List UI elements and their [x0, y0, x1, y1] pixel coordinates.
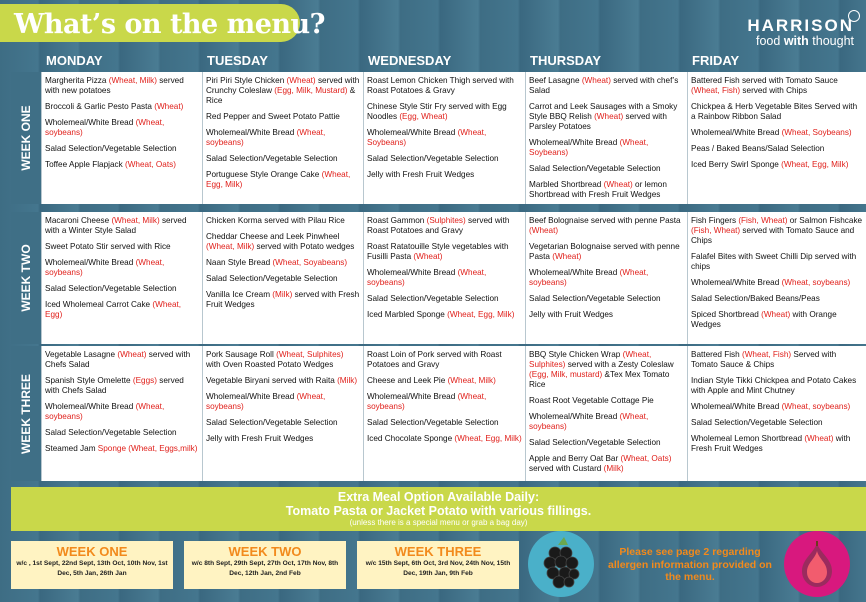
dish-text: Vanilla Ice Cream: [206, 290, 273, 299]
title-banner: [0, 4, 325, 42]
menu-item: [691, 278, 863, 288]
dish-text: Carrot and Leek Sausages with a Smoky Style BBQ Relish: [529, 102, 678, 121]
dish-text: Salad Selection/Vegetable Selection: [691, 418, 823, 427]
dish-text: Battered Fish: [691, 350, 742, 359]
dish-text: served with Tomato Sauce and Chips: [691, 226, 855, 245]
menu-item: [206, 128, 360, 148]
allergen-text: (Wheat, Sulphites): [276, 350, 344, 359]
dish-text: Vegetable Lasagne: [45, 350, 118, 359]
dish-text: or lemon Shortbread with Fresh Fruit Wedges: [529, 180, 667, 199]
menu-item: [45, 402, 199, 422]
dish-text: Vegetarian Bolognaise served with penne Pasta: [529, 242, 680, 261]
allergen-text: (Wheat): [154, 102, 184, 111]
dish-text: Salad Selection/Vegetable Selection: [45, 144, 177, 153]
blackberry-icon: [528, 531, 594, 597]
menu-item: [206, 76, 360, 106]
dish-text: Wholemeal/White Bread: [45, 402, 136, 411]
menu-item: [529, 102, 684, 132]
menu-item: [206, 216, 360, 226]
dish-text: Apple and Berry Oat Bar: [529, 454, 621, 463]
dish-text: Served with Tomato Sauce & Chips: [691, 350, 837, 369]
menu-item: [45, 258, 199, 278]
allergen-text: (Wheat, soybeans): [529, 412, 649, 431]
day-header-thursday: THURSDAY: [530, 53, 602, 68]
dish-text: Wholemeal Lemon Shortbread: [691, 434, 805, 443]
dish-text: Toffee Apple Flapjack: [45, 160, 125, 169]
dish-text: Battered Fish served with Tomato Sauce: [691, 76, 838, 85]
menu-item: [529, 310, 684, 320]
menu-item: [529, 164, 684, 174]
menu-item: [367, 350, 522, 370]
dish-text: Peas / Baked Beans/Salad Selection: [691, 144, 825, 153]
allergen-text: (Sulphites): [426, 216, 466, 225]
menu-item: [367, 376, 522, 386]
menu-item: [367, 170, 522, 180]
menu-item: [691, 216, 863, 246]
allergen-text: (Wheat, Fish): [741, 350, 792, 359]
dish-text: served with chef’s Salad: [529, 76, 679, 95]
dish-text: Roast Loin of Pork served with Roast Potatoes and Gravy: [367, 350, 502, 369]
menu-item: [691, 144, 863, 154]
dish-text: Salad Selection/Vegetable Selection: [367, 294, 499, 303]
extra-meal-line3: (unless there is a special menu or grab a bag day): [349, 518, 528, 527]
day-header-wednesday: WEDNESDAY: [368, 53, 452, 68]
dish-text: Roast Root Vegetable Cottage Pie: [529, 396, 654, 405]
menu-item: [529, 412, 684, 432]
menu-item: [45, 76, 199, 96]
dish-text: Wholemeal/White Bread: [45, 258, 136, 267]
dish-text: served with Parsley Potatoes: [529, 112, 667, 131]
dish-text: served with Chefs Salad: [45, 376, 184, 395]
menu-cell-wednesday: [363, 212, 525, 344]
logo-tag-part: thought: [808, 34, 854, 48]
menu-cell-thursday: [525, 212, 687, 344]
allergen-text: (Wheat, Egg, Milk): [781, 160, 849, 169]
menu-item: [367, 310, 522, 320]
menu-item: [45, 118, 199, 138]
week-two-dates: [184, 541, 346, 589]
dish-text: Roast Lemon Chicken Thigh served with Roast Potatoes & Gravy: [367, 76, 514, 95]
menu-item: [45, 284, 199, 294]
dish-text: Portuguese Style Orange Cake: [206, 170, 322, 179]
week-dates-title: WEEK ONE: [56, 544, 128, 559]
dish-text: served with a Winter Style Salad: [45, 216, 187, 235]
allergen-text: (Wheat, soybeans): [367, 268, 487, 287]
dish-text: Wholemeal/White Bread: [691, 278, 782, 287]
dish-text: served with new potatoes: [45, 76, 184, 95]
dish-text: Broccoli & Garlic Pesto Pasta: [45, 102, 155, 111]
allergen-text: (Egg, Milk, Mustard): [274, 86, 348, 95]
dish-text: Wholemeal/White Bread: [529, 412, 620, 421]
dish-text: &Tex Mex Tomato Rice: [529, 370, 670, 389]
allergen-text: (Wheat, Soybeans): [529, 138, 649, 157]
harrison-logo: [747, 18, 854, 48]
week-label-text: WEEK ONE: [19, 105, 33, 171]
dish-text: Wholemeal/White Bread: [367, 128, 458, 137]
allergen-text: (Wheat): [594, 112, 624, 121]
dish-text: Iced Berry Swirl Sponge: [691, 160, 782, 169]
allergen-text: (Egg, Milk, mustard): [529, 370, 603, 379]
menu-item: [367, 154, 522, 164]
allergen-text: Sponge (Wheat, Eggs,milk): [97, 444, 198, 453]
fig-icon: [784, 531, 850, 597]
menu-item: [529, 438, 684, 448]
dish-text: Pork Sausage Roll: [206, 350, 277, 359]
allergen-text: (Wheat, soybeans): [529, 268, 649, 287]
menu-item: [367, 102, 522, 122]
dish-text: Roast Gammon: [367, 216, 427, 225]
allergen-text: (Wheat, soybeans): [45, 402, 165, 421]
allergen-text: (Wheat, Milk): [108, 76, 157, 85]
menu-item: [691, 418, 863, 428]
menu-item: [206, 350, 360, 370]
allergen-text: (Wheat, Egg): [45, 300, 182, 319]
menu-item: [367, 216, 522, 236]
allergen-text: (Wheat): [286, 76, 316, 85]
dish-text: served with Roast Potatoes and Gravy: [367, 216, 510, 235]
menu-item: [691, 128, 863, 138]
allergen-text: (Wheat, soybeans): [781, 402, 851, 411]
dish-text: Wholemeal/White Bread: [691, 128, 782, 137]
menu-cell-thursday: [525, 346, 687, 481]
dish-text: Salad Selection/Baked Beans/Peas: [691, 294, 820, 303]
menu-item: [529, 454, 684, 474]
menu-cell-monday: [41, 212, 202, 344]
dish-text: Indian Style Tikki Chickpea and Potato Cakes with Apple and Mint Chutney: [691, 376, 857, 395]
menu-item: [691, 350, 863, 370]
week-dates-list: w/c 8th Sept, 29th Sept, 27th Oct, 17th Nov, 8th Dec, 12th Jan, 2nd Feb: [191, 560, 339, 577]
logo-name: HARRISON: [747, 16, 854, 35]
dish-text: Salad Selection/Vegetable Selection: [529, 164, 661, 173]
allergen-text: (Wheat): [552, 252, 582, 261]
menu-item: [206, 258, 360, 268]
dish-text: Wholemeal/White Bread: [206, 392, 297, 401]
menu-item: [691, 252, 863, 272]
logo-tag-part: food: [756, 34, 784, 48]
dish-text: Naan Style Bread: [206, 258, 273, 267]
allergen-text: (Milk): [272, 290, 293, 299]
menu-cell-tuesday: [202, 72, 363, 204]
allergen-text: (Wheat): [529, 226, 559, 235]
dish-text: Chicken Korma served with Pilau Rice: [206, 216, 345, 225]
week-dates-title: WEEK TWO: [228, 544, 302, 559]
dish-text: Jelly with Fresh Fruit Wedges: [367, 170, 475, 179]
dish-text: Salad Selection/Vegetable Selection: [367, 418, 499, 427]
menu-item: [206, 170, 360, 190]
week-label: [11, 212, 41, 344]
allergen-text: (Egg, Wheat): [399, 112, 448, 121]
logo-tagline: [747, 34, 854, 48]
day-header-tuesday: TUESDAY: [207, 53, 268, 68]
allergen-text: (Wheat, soybeans): [45, 258, 165, 277]
dish-text: Margherita Pizza: [45, 76, 109, 85]
menu-item: [529, 350, 684, 390]
dish-text: served with Chefs Salad: [45, 350, 191, 369]
menu-item: [367, 242, 522, 262]
dish-text: or Salmon Fishcake: [787, 216, 863, 225]
dish-text: Wholemeal/White Bread: [367, 392, 458, 401]
menu-item: [367, 434, 522, 444]
menu-item: [529, 138, 684, 158]
extra-meal-banner: [11, 487, 866, 531]
allergen-text: (Wheat, soybeans): [45, 118, 165, 137]
menu-item: [206, 418, 360, 428]
week-dates-list: w/c , 1st Sept, 22nd Sept, 13th Oct, 10th Nov, 1st Dec, 5th Jan, 26th Jan: [16, 560, 168, 577]
menu-item: [691, 294, 863, 304]
dish-text: Wholemeal/White Bread: [206, 128, 297, 137]
menu-item: [206, 290, 360, 310]
allergen-text: (Wheat, Sulphites): [529, 350, 652, 369]
dish-text: served with Fresh Fruit Wedges: [206, 290, 360, 309]
menu-item: [691, 310, 863, 330]
menu-cell-tuesday: [202, 212, 363, 344]
dish-text: Cheddar Cheese and Leek Pinwheel: [206, 232, 340, 241]
allergen-text: (Wheat): [581, 76, 611, 85]
allergen-text: (Wheat, Milk): [111, 216, 160, 225]
menu-item: [529, 396, 684, 406]
week-label-text: WEEK THREE: [19, 373, 33, 454]
menu-cell-tuesday: [202, 346, 363, 481]
allergen-text: (Wheat, soybeans): [367, 392, 487, 411]
dish-text: Chickpea & Herb Vegetable Bites Served with a Rainbow Ribbon Salad: [691, 102, 858, 121]
allergen-text: (Eggs): [132, 376, 157, 385]
dish-text: Wholemeal/White Bread: [691, 402, 782, 411]
menu-item: [367, 392, 522, 412]
menu-item: [45, 376, 199, 396]
dish-text: Falafel Bites with Sweet Chilli Dip served with chips: [691, 252, 857, 271]
menu-item: [691, 102, 863, 122]
dish-text: Beef Bolognaise served with penne Pasta: [529, 216, 681, 225]
week-label-text: WEEK TWO: [19, 244, 33, 312]
dish-text: Wholemeal/White Bread: [45, 118, 136, 127]
dish-text: Roast Ratatouille Style vegetables with Fusilli Pasta: [367, 242, 509, 261]
dish-text: with Fresh Fruit Wedges: [691, 434, 851, 453]
menu-item: [45, 102, 199, 112]
menu-item: [529, 294, 684, 304]
allergen-text: (Milk): [337, 376, 358, 385]
menu-item: [45, 242, 199, 252]
menu-item: [691, 434, 863, 454]
menu-item: [45, 350, 199, 370]
week-dates-list: w/c 15th Sept, 6th Oct, 3rd Nov, 24th Nov, 15th Dec, 19th Jan, 9th Feb: [365, 560, 511, 577]
dish-text: BBQ Style Chicken Wrap: [529, 350, 623, 359]
dish-text: Piri Piri Style Chicken: [206, 76, 287, 85]
week-one-row: [11, 72, 866, 204]
logo-mark-icon: [848, 10, 860, 22]
dish-text: Steamed Jam: [45, 444, 98, 453]
dish-text: Salad Selection/Vegetable Selection: [45, 284, 177, 293]
menu-item: [529, 76, 684, 96]
menu-cell-friday: [687, 346, 866, 481]
allergen-text: (Wheat, Egg, Milk): [206, 170, 351, 189]
dish-text: Salad Selection/Vegetable Selection: [206, 418, 338, 427]
dish-text: Chinese Style Stir Fry served with Egg Noodles: [367, 102, 507, 121]
week-label: [11, 72, 41, 204]
allergen-text: (Wheat, Milk): [447, 376, 496, 385]
allergen-text: (Wheat, Soybeans): [781, 128, 852, 137]
dish-text: Wholemeal/White Bread: [529, 138, 620, 147]
allergen-text: (Wheat, Egg, Milk): [454, 434, 522, 443]
day-headers: [40, 53, 866, 71]
menu-cell-monday: [41, 346, 202, 481]
dish-text: with Oven Roasted Potato Wedges: [206, 360, 334, 369]
week-label: [11, 346, 41, 481]
extra-meal-line2: Tomato Pasta or Jacket Potato with various fillings.: [285, 504, 592, 518]
allergen-text: (Wheat): [413, 252, 443, 261]
allergen-text: (Wheat, Milk): [206, 242, 255, 251]
menu-item: [529, 180, 684, 200]
dish-text: Red Pepper and Sweet Potato Pattie: [206, 112, 340, 121]
dish-text: Sweet Potato Stir served with Rice: [45, 242, 171, 251]
menu-cell-monday: [41, 72, 202, 204]
menu-cell-wednesday: [363, 72, 525, 204]
menu-item: [206, 154, 360, 164]
dish-text: Cheese and Leek Pie: [367, 376, 448, 385]
dish-text: & Rice: [206, 86, 356, 105]
allergen-text: (Wheat, Oats): [620, 454, 672, 463]
day-header-friday: FRIDAY: [692, 53, 740, 68]
allergen-text: (Wheat, soybeans): [206, 128, 326, 147]
dish-text: Jelly with Fresh Fruit Wedges: [206, 434, 314, 443]
menu-cell-friday: [687, 212, 866, 344]
menu-item: [691, 160, 863, 170]
dish-text: Iced Marbled Sponge: [367, 310, 448, 319]
allergen-text: (Wheat, Soybeans): [367, 128, 487, 147]
menu-item: [45, 144, 199, 154]
allergen-text: (Milk): [603, 464, 624, 473]
allergen-text: (Wheat, soybeans): [781, 278, 851, 287]
allergen-text: (Wheat): [117, 350, 147, 359]
allergen-text: (Fish, Wheat): [691, 226, 741, 235]
dish-text: Salad Selection/Vegetable Selection: [45, 428, 177, 437]
menu-item: [45, 444, 199, 454]
dish-text: Wholemeal/White Bread: [367, 268, 458, 277]
week-two-row: [11, 212, 866, 344]
menu-cell-thursday: [525, 72, 687, 204]
dish-text: Salad Selection/Vegetable Selection: [529, 294, 661, 303]
dish-text: Salad Selection/Vegetable Selection: [206, 154, 338, 163]
dish-text: Salad Selection/Vegetable Selection: [367, 154, 499, 163]
dish-text: Jelly with Fruit Wedges: [529, 310, 614, 319]
week-three-row: [11, 346, 866, 481]
dish-text: Fish Fingers: [691, 216, 739, 225]
dish-text: served with Custard: [529, 464, 604, 473]
menu-item: [691, 76, 863, 96]
allergen-text: (Wheat): [804, 434, 834, 443]
dish-text: Salad Selection/Vegetable Selection: [529, 438, 661, 447]
extra-meal-line1: Extra Meal Option Available Daily:: [337, 490, 540, 504]
dish-text: served with Chips: [740, 86, 808, 95]
dish-text: with Orange Wedges: [691, 310, 837, 329]
week-dates-title: WEEK THREE: [394, 544, 482, 559]
menu-item: [206, 232, 360, 252]
menu-item: [367, 128, 522, 148]
page-title: What’s on the menu?: [14, 9, 325, 40]
dish-text: Marbled Shortbread: [529, 180, 604, 189]
dish-text: served with Crunchy Coleslaw: [206, 76, 360, 95]
allergen-text: (Wheat): [603, 180, 633, 189]
day-header-monday: MONDAY: [46, 53, 103, 68]
week-three-dates: [357, 541, 519, 589]
allergen-text: (Wheat): [761, 310, 791, 319]
allergen-notice: Please see page 2 regarding allergen information provided on the menu.: [608, 546, 772, 583]
allergen-text: (Wheat, soybeans): [206, 392, 326, 411]
dish-text: Iced Chocolate Sponge: [367, 434, 455, 443]
menu-item: [529, 216, 684, 236]
dish-text: served with Potato wedges: [254, 242, 355, 251]
menu-cell-wednesday: [363, 346, 525, 481]
menu-item: [367, 294, 522, 304]
dish-text: Beef Lasagne: [529, 76, 582, 85]
menu-item: [45, 160, 199, 170]
menu-item: [529, 242, 684, 262]
allergen-text: (Wheat, Egg, Milk): [447, 310, 515, 319]
menu-cell-friday: [687, 72, 866, 204]
allergen-text: (Fish, Wheat): [738, 216, 788, 225]
dish-text: Salad Selection/Vegetable Selection: [206, 274, 338, 283]
menu-item: [45, 300, 199, 320]
menu-item: [367, 76, 522, 96]
dish-text: Vegetable Biryani served with Raita: [206, 376, 338, 385]
menu-item: [367, 418, 522, 428]
allergen-text: (Wheat, Oats): [124, 160, 176, 169]
week-one-dates: [11, 541, 173, 589]
menu-item: [367, 268, 522, 288]
menu-item: [45, 216, 199, 236]
dish-text: Iced Wholemeal Carrot Cake: [45, 300, 153, 309]
allergen-text: (Wheat, Fish): [691, 86, 741, 95]
dish-text: Macaroni Cheese: [45, 216, 112, 225]
dish-text: Spanish Style Omelette: [45, 376, 133, 385]
menu-item: [206, 434, 360, 444]
dish-text: Spiced Shortbread: [691, 310, 762, 319]
dish-text: Wholemeal/White Bread: [529, 268, 620, 277]
menu-item: [206, 274, 360, 284]
menu-item: [206, 112, 360, 122]
dish-text: served with a Zesty Coleslaw: [565, 360, 674, 369]
menu-item: [206, 376, 360, 386]
allergen-text: (Wheat, Soyabeans): [272, 258, 348, 267]
menu-item: [45, 428, 199, 438]
menu-item: [691, 402, 863, 412]
menu-item: [206, 392, 360, 412]
logo-tag-part: with: [783, 34, 809, 48]
menu-item: [529, 268, 684, 288]
menu-item: [691, 376, 863, 396]
